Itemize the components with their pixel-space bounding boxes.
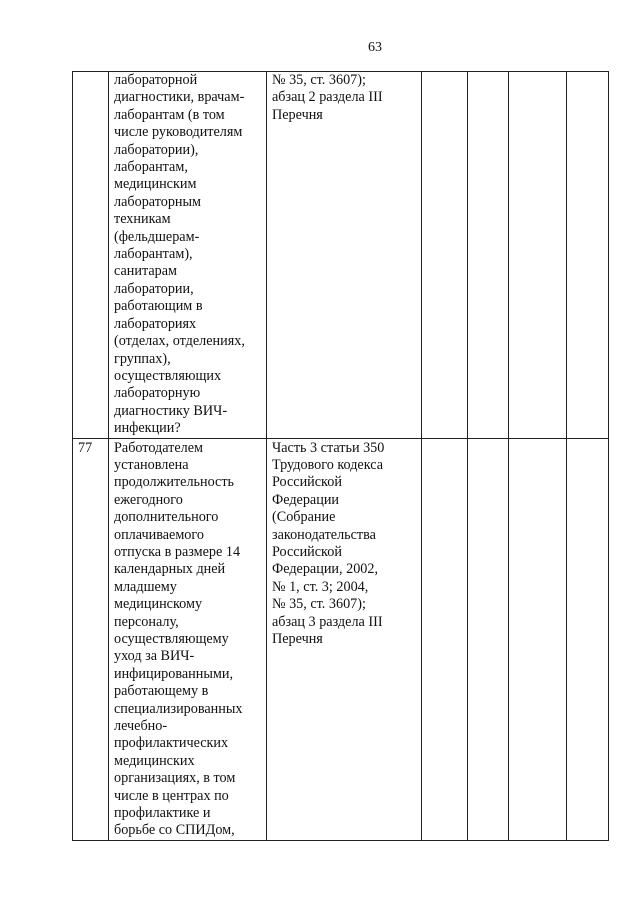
legal-basis-cell — [267, 72, 422, 439]
text-line: техникам — [114, 211, 171, 228]
text-line: младшему — [114, 578, 177, 595]
text-line: календарных дней — [114, 561, 226, 578]
text-line: абзац 3 раздела III — [272, 613, 383, 630]
text-line: специализированных — [114, 700, 243, 717]
text-line: Российской — [272, 474, 342, 491]
table-row — [73, 72, 609, 439]
row-number-cell — [73, 72, 109, 439]
text-line: диагностики, врачам- — [114, 89, 245, 106]
text-line: числе в центрах по — [114, 787, 229, 804]
text-line: № 35, ст. 3607); — [272, 72, 366, 88]
legal-basis-cell — [267, 438, 422, 840]
requirement-description — [114, 72, 262, 438]
text-line: диагностику ВИЧ- — [114, 402, 228, 419]
legal-basis — [272, 439, 417, 649]
text-line: организациях, в том — [114, 770, 236, 787]
text-line: (фельдшерам- — [114, 228, 200, 245]
text-line: лечебно- — [114, 718, 168, 735]
text-line: осуществляющему — [114, 631, 229, 647]
requirement-description-cell — [109, 438, 267, 840]
text-line: Часть 3 статьи 350 — [272, 439, 385, 456]
text-line: лабораториях — [114, 315, 197, 332]
text-line: абзац 2 раздела III — [272, 89, 383, 106]
text-line: лаборантам), — [114, 246, 193, 263]
text-line: лаборантам, — [114, 159, 188, 176]
page-number: 63 — [368, 40, 382, 55]
text-line: Работодателем — [114, 439, 204, 456]
text-line: Федерации — [272, 491, 340, 508]
text-line: персоналу, — [114, 613, 179, 630]
text-line: числе руководителям — [114, 124, 243, 141]
empty-cell — [509, 438, 567, 840]
text-line: борьбе со СПИДом, — [114, 822, 235, 839]
text-line: ежегодного — [114, 491, 183, 508]
text-line: лабораторной — [114, 72, 198, 88]
text-line: профилактических — [114, 735, 229, 752]
empty-cell — [509, 72, 567, 439]
text-line: (Собрание — [272, 509, 336, 526]
text-line: санитарам — [114, 263, 177, 280]
row-number-cell — [73, 438, 109, 840]
empty-cell — [468, 72, 509, 439]
text-line: Федерации, 2002, — [272, 561, 379, 578]
text-line: работающим в — [114, 298, 203, 315]
empty-cell — [567, 438, 609, 840]
text-line: медицинских — [114, 752, 195, 769]
text-line: законодательства — [272, 526, 376, 543]
requirement-description — [114, 439, 262, 840]
text-line: работающему в — [114, 683, 209, 700]
text-line: лаборатории, — [114, 280, 194, 297]
text-line: дополнительного — [114, 509, 219, 526]
text-line: Российской — [272, 543, 342, 560]
text-line: группах), — [114, 350, 171, 367]
text-line: медицинским — [114, 176, 197, 193]
empty-cell — [468, 438, 509, 840]
text-line: оплачиваемого — [114, 526, 204, 543]
text-line: установлена — [114, 456, 189, 473]
legal-basis — [272, 72, 417, 124]
empty-cell — [422, 438, 468, 840]
text-line: медицинскому — [114, 596, 203, 613]
text-line: № 35, ст. 3607); — [272, 596, 366, 613]
text-line: продолжительность — [114, 474, 235, 491]
text-line: Перечня — [272, 106, 323, 123]
text-line: осуществляющих — [114, 367, 222, 384]
requirements-table — [72, 71, 609, 841]
text-line: лабораторным — [114, 193, 202, 210]
text-line: отпуска в размере 14 — [114, 543, 241, 560]
text-line: инфицированными, — [114, 665, 233, 682]
text-line: уход за ВИЧ- — [114, 648, 195, 665]
empty-cell — [422, 72, 468, 439]
text-line: лаборатории), — [114, 141, 199, 158]
text-line: Трудового кодекса — [272, 456, 384, 473]
text-line: инфекции? — [114, 420, 181, 437]
requirement-description-cell — [109, 72, 267, 439]
text-line: лабораторную — [114, 385, 201, 402]
text-line: (отделах, отделениях, — [114, 333, 245, 350]
text-line: профилактике и — [114, 805, 211, 822]
empty-cell — [567, 72, 609, 439]
row-number: 77 — [78, 439, 93, 456]
text-line: № 1, ст. 3; 2004, — [272, 578, 369, 595]
text-line: Перечня — [272, 631, 323, 647]
table-row — [73, 438, 609, 840]
text-line: лаборантам (в том — [114, 106, 225, 123]
